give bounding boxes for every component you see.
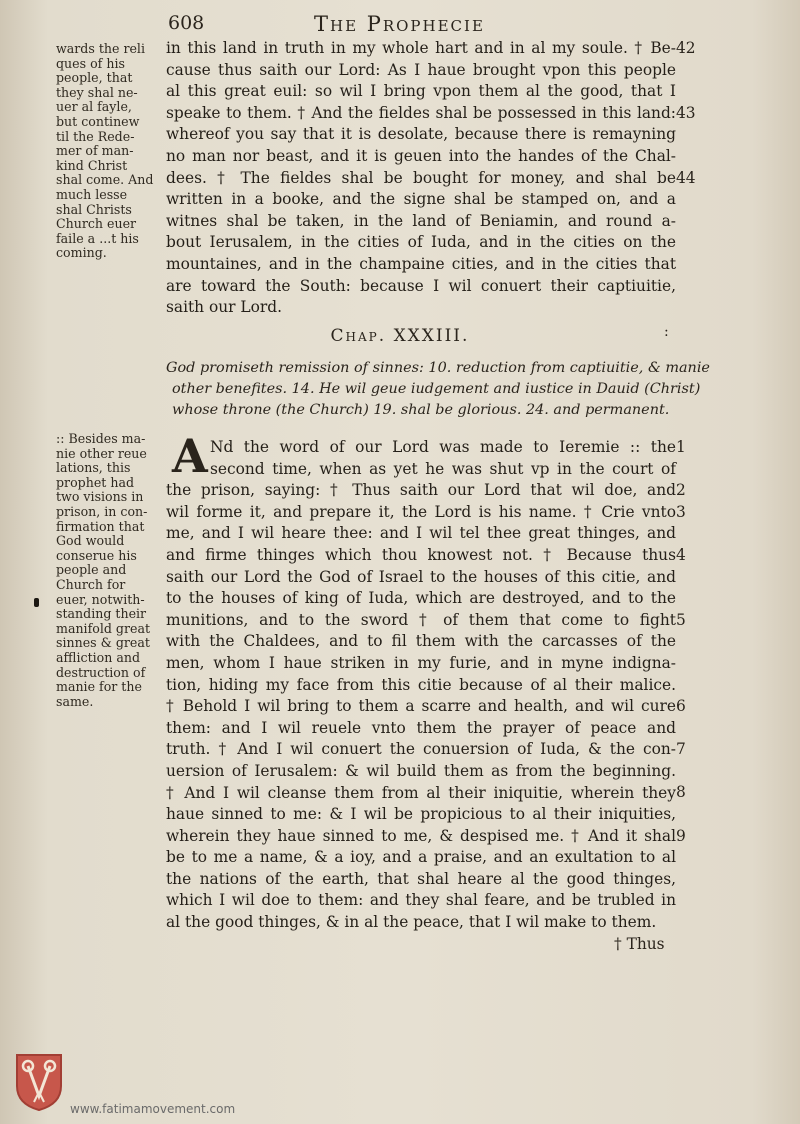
page-header bbox=[0, 10, 800, 40]
body-line: in this land in truth in my whole hart and in al my soule. † Be- bbox=[166, 39, 676, 57]
margin-note-line: conserue his bbox=[56, 547, 137, 563]
page-number: 608 bbox=[168, 12, 205, 34]
verse-number: 9 bbox=[676, 827, 686, 845]
margin-note-line: prophet had bbox=[56, 474, 135, 490]
body-line: are toward the South: because I wil conuert their captiuitie, bbox=[166, 276, 676, 295]
margin-note-bottom bbox=[56, 432, 162, 709]
body-line: me, and I wil heare thee: and I wil tel thee great thinges, and bbox=[166, 524, 676, 543]
margin-note-line: firmation that bbox=[56, 518, 145, 534]
body-line: whereof you say that it is desolate, because there is remayning bbox=[166, 125, 676, 144]
margin-bullet bbox=[34, 598, 39, 607]
body-text-bottom bbox=[166, 429, 676, 934]
margin-note-line: destruction of bbox=[56, 664, 146, 680]
body-line: Nd the word of our Lord was made to Ieremie :: the bbox=[210, 438, 676, 456]
verse-number: 3 bbox=[676, 503, 686, 521]
verse-number: 8 bbox=[676, 783, 686, 801]
verse-number: 4 bbox=[676, 546, 686, 564]
body-line: men, whom I haue striken in my furie, and in myne indigna- bbox=[166, 653, 676, 672]
body-line: al the good thinges, & in al the peace, that I wil make to them. bbox=[166, 913, 657, 932]
body-line: no man nor beast, and it is geuen into the handes of the Chal- bbox=[166, 146, 676, 165]
body-line: be to me a name, & a ioy, and a praise, and an exultation to al bbox=[166, 848, 676, 867]
margin-note-line: but continew bbox=[56, 113, 140, 129]
margin-note-line: nie other reue bbox=[56, 445, 147, 461]
body-line: uersion of Ierusalem: & wil build them as from the beginning. bbox=[166, 761, 676, 780]
argument-line: God promiseth remission of sinnes: 10. reduction from captiuitie, & manie bbox=[166, 360, 710, 376]
body-line: written in a booke, and the signe shal be stamped on, and a bbox=[166, 190, 676, 209]
margin-note-line: kind Christ bbox=[56, 157, 128, 173]
margin-note-line: Church euer bbox=[56, 216, 137, 232]
verse-number: 2 bbox=[676, 481, 686, 499]
argument-line: whose throne (the Church) 19. shal be glorious. 24. and permanent. bbox=[172, 402, 670, 418]
body-line: second time, when as yet he was shut vp in the court of bbox=[210, 459, 676, 478]
margin-note-line: mer of man- bbox=[56, 143, 134, 159]
margin-note-line: :: Besides ma- bbox=[56, 431, 146, 446]
margin-note-line: manifold great bbox=[56, 620, 151, 636]
body-line: al this great euil: so wil I bring vpon them al the good, that I bbox=[166, 82, 676, 101]
body-line: wil forme it, and prepare it, the Lord is his name. † Crie vnto bbox=[166, 502, 676, 521]
verse-number: 42 bbox=[676, 39, 696, 57]
body-line: cause thus saith our Lord: As I haue brought vpon this people bbox=[166, 60, 676, 79]
body-line: tion, hiding my face from this citie because of al their malice. bbox=[166, 675, 676, 694]
running-title: The Prophecie bbox=[314, 12, 485, 36]
catchword: † Thus bbox=[614, 935, 665, 953]
margin-note-line: Church for bbox=[56, 576, 126, 592]
margin-note-line: same. bbox=[56, 693, 94, 709]
argument-line: other benefites. 14. He wil geue iudgement and iustice in Dauid (Christ) bbox=[172, 381, 701, 397]
margin-note-line: God would bbox=[56, 533, 125, 549]
body-line: to the houses of king of Iuda, which are destroyed, and to the bbox=[166, 589, 676, 608]
body-line: which I wil doe to them: and they shal feare, and be trubled in bbox=[166, 891, 676, 910]
margin-note-line: faile a ...t his bbox=[56, 230, 139, 246]
chapter-mark: : bbox=[664, 324, 669, 340]
margin-note-top bbox=[56, 42, 162, 261]
verse-number: 7 bbox=[676, 740, 686, 758]
body-line: † And I wil cleanse them from al their iniquitie, wherein they bbox=[166, 783, 676, 802]
body-line: the nations of the earth, that shal heare al the good thinges, bbox=[166, 869, 676, 888]
margin-note-line: people, that bbox=[56, 70, 133, 86]
body-line: witnes shal be taken, in the land of Beniamin, and round a- bbox=[166, 211, 676, 230]
margin-note-line: lations, this bbox=[56, 460, 131, 476]
body-line: truth. † And I wil conuert the conuersion of Iuda, & the con- bbox=[166, 740, 676, 759]
verse-number: 43 bbox=[676, 104, 696, 122]
drop-cap: A bbox=[172, 429, 208, 483]
margin-note-line: shal come. And bbox=[56, 172, 154, 188]
margin-note-line: people and bbox=[56, 562, 127, 578]
margin-note-line: uer al fayle, bbox=[56, 99, 132, 115]
margin-note-line: affliction and bbox=[56, 649, 141, 665]
body-line: † Behold I wil bring to them a scarre and health, and wil cure bbox=[166, 697, 676, 716]
body-line: with the Chaldees, and to fil them with the carcasses of the bbox=[166, 632, 676, 651]
margin-note-line: shal Christs bbox=[56, 201, 132, 217]
margin-note-line: sinnes & great bbox=[56, 635, 150, 651]
chapter-argument bbox=[166, 358, 712, 421]
margin-note-line: they shal ne- bbox=[56, 84, 138, 100]
body-text-top bbox=[166, 38, 676, 319]
body-line: saith our Lord the God of Israel to the houses of this citie, and bbox=[166, 567, 676, 586]
verse-number: 44 bbox=[676, 169, 696, 187]
chapter-heading: Chap. XXXIII. bbox=[330, 326, 470, 346]
body-line: saith our Lord. bbox=[166, 298, 283, 317]
body-line: haue sinned to me: & I wil be propicious to al their iniquities, bbox=[166, 805, 676, 824]
margin-note-line: much lesse bbox=[56, 186, 128, 202]
margin-note-line: manie for the bbox=[56, 679, 142, 695]
body-line: mountaines, and in the champaine cities, and in the cities that bbox=[166, 254, 676, 273]
body-line: munitions, and to the sword † of them that come to fight bbox=[166, 610, 676, 629]
papal-seal-icon bbox=[14, 1052, 64, 1112]
verse-number: 1 bbox=[676, 438, 686, 456]
body-line: speake to them. † And the fieldes shal be possessed in this land: bbox=[166, 103, 676, 122]
margin-note-line: euer, notwith- bbox=[56, 591, 145, 607]
body-line: and firme thinges which thou knowest not. † Because thus bbox=[166, 545, 676, 564]
margin-note-line: prison, in con- bbox=[56, 503, 148, 519]
margin-note-line: standing their bbox=[56, 606, 147, 622]
margin-note-line: two visions in bbox=[56, 489, 144, 505]
body-line: the prison, saying: † Thus saith our Lord that wil doe, and bbox=[166, 481, 676, 500]
body-line: them: and I wil reuele vnto them the prayer of peace and bbox=[166, 718, 676, 737]
margin-note-line: wards the reli bbox=[56, 41, 145, 56]
margin-note-line: ques of his bbox=[56, 55, 125, 71]
verse-number: 6 bbox=[676, 697, 686, 715]
verse-number: 5 bbox=[676, 611, 686, 629]
margin-note-line: coming. bbox=[56, 245, 107, 261]
footer-url[interactable]: www.fatimamovement.com bbox=[70, 1102, 236, 1116]
body-line: bout Ierusalem, in the cities of Iuda, and in the cities on the bbox=[166, 233, 676, 252]
body-line: wherein they haue sinned to me, & despised me. † And it shal bbox=[166, 826, 676, 845]
body-line: dees. † The fieldes shal be bought for money, and shal be bbox=[166, 168, 676, 187]
margin-note-line: til the Rede- bbox=[56, 128, 135, 144]
